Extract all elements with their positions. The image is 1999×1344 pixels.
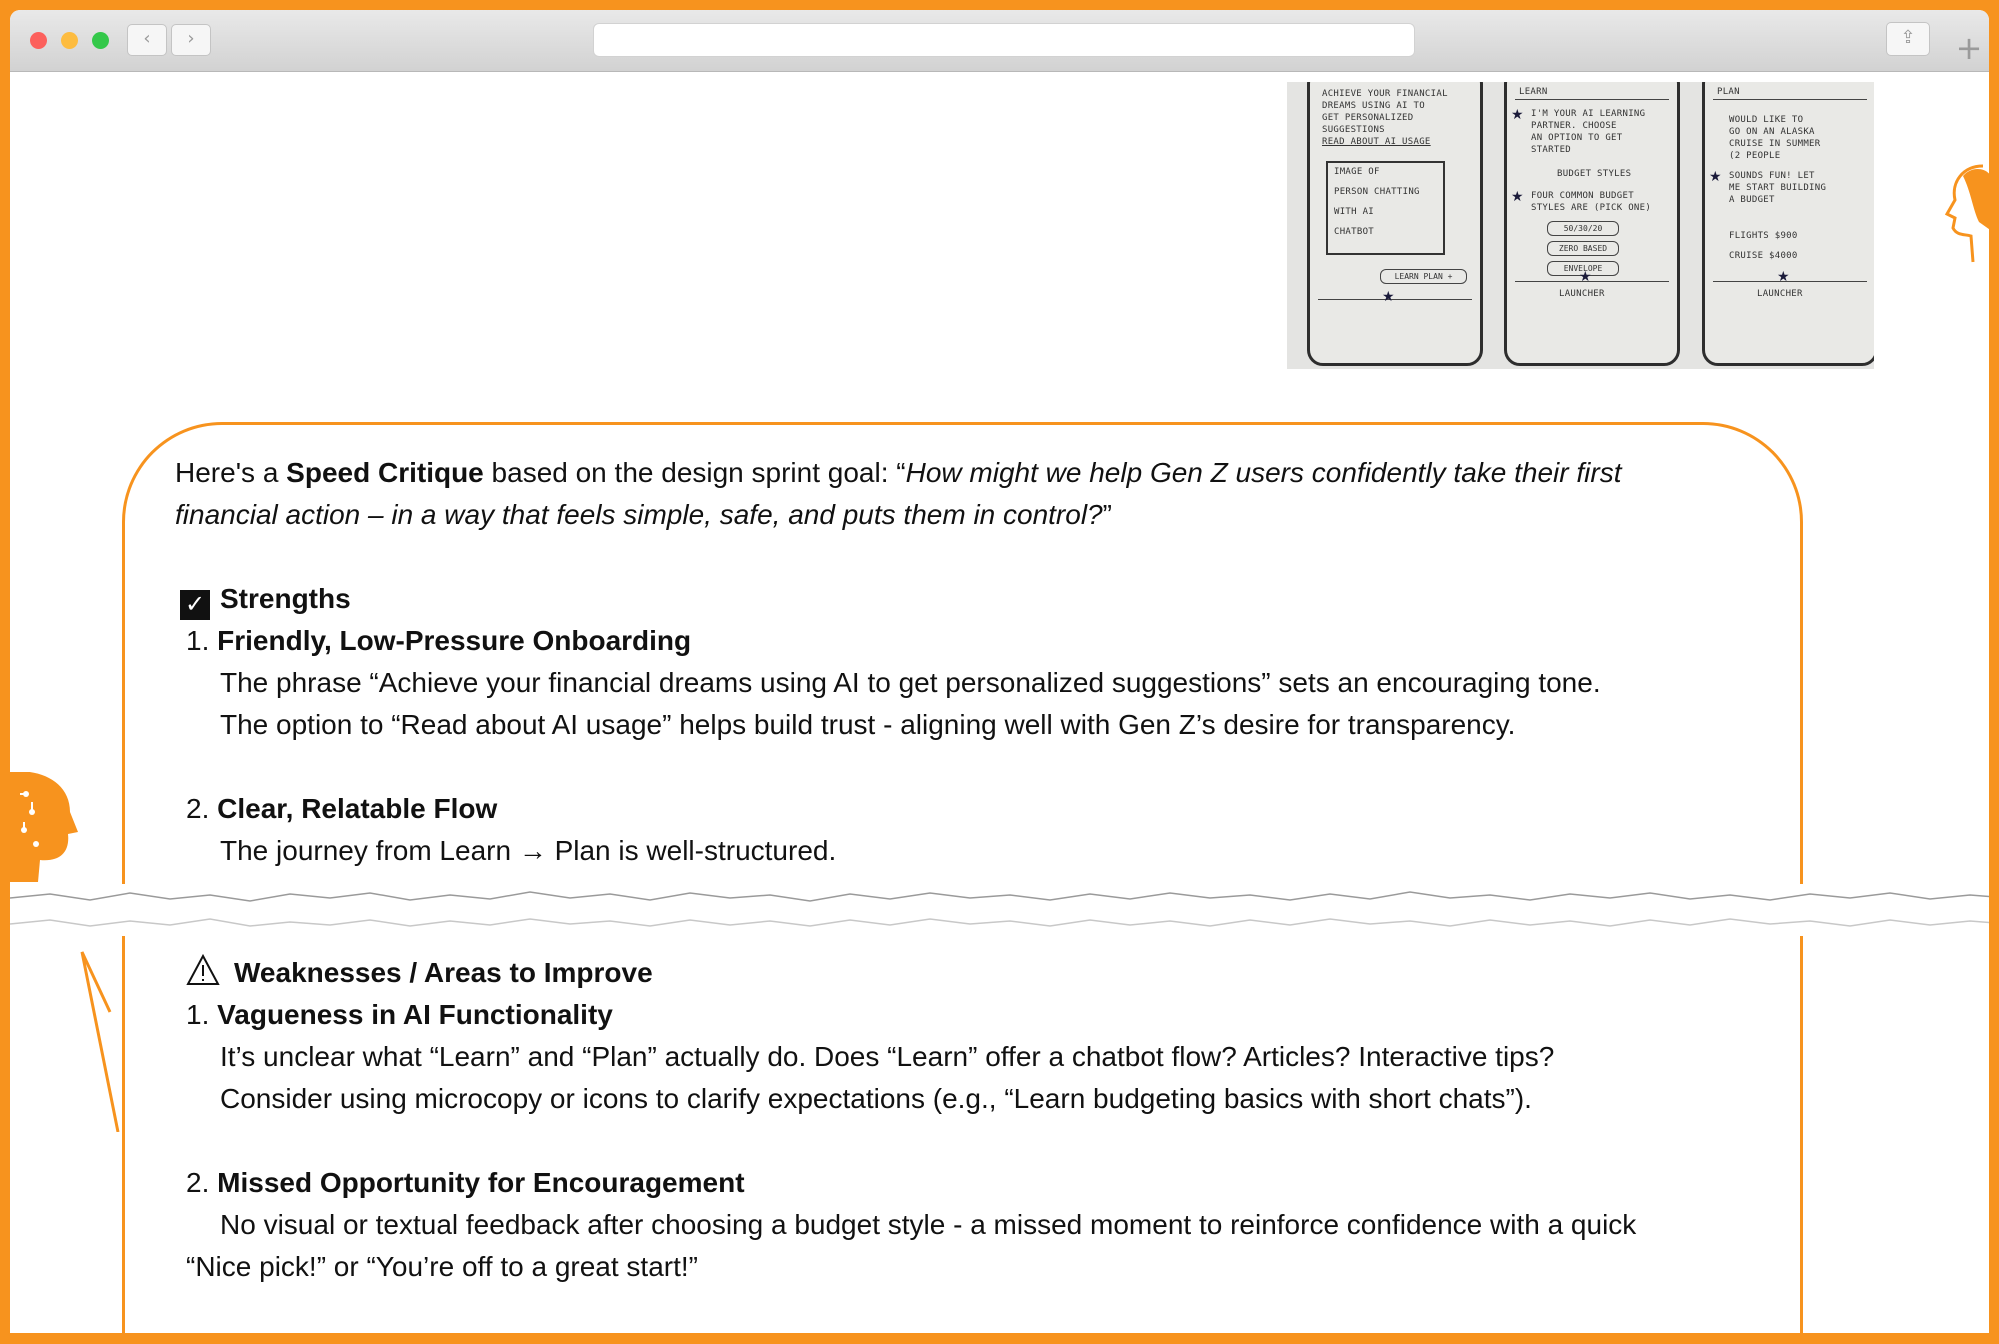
critique-intro-line-1 xyxy=(175,452,1621,494)
sketch-text: PLAN xyxy=(1717,87,1740,97)
sketch-text: WOULD LIKE TO xyxy=(1729,115,1804,125)
weaknesses-heading xyxy=(186,952,653,998)
strength-item-2-line-1: The journey from Learn → Plan is well-structured. xyxy=(220,835,837,866)
sketch-phone-home xyxy=(1307,82,1483,366)
back-button[interactable] xyxy=(127,24,167,56)
browser-titlebar xyxy=(10,10,1989,72)
weakness-item-1-line-2: Consider using microcopy or icons to clarify expectations (e.g., “Learn budgeting basics with short chats”). xyxy=(220,1083,1532,1114)
sketch-text: LAUNCHER xyxy=(1757,289,1803,299)
face-doodle-icon xyxy=(10,772,130,1132)
sketch-text: FLIGHTS $900 xyxy=(1729,231,1798,241)
star-icon: ★ xyxy=(1511,189,1524,205)
sketch-divider xyxy=(1318,299,1472,300)
strength-item-1-line-2: The option to “Read about AI usage” helps build trust - aligning well with Gen Z’s desire for transparency. xyxy=(220,709,1516,740)
intro-italic-1: How might we help Gen Z users confidently take their first xyxy=(905,457,1622,488)
chevron-left-icon: ‹ xyxy=(143,28,151,49)
sketch-text: ACHIEVE YOUR FINANCIAL xyxy=(1322,89,1448,99)
page-content xyxy=(10,72,1989,1333)
sketch-text: FOUR COMMON BUDGET xyxy=(1531,191,1634,201)
sketch-text: WITH AI xyxy=(1334,207,1375,217)
sketch-text: A BUDGET xyxy=(1729,195,1775,205)
weakness-item-1-line-1: It’s unclear what “Learn” and “Plan” actually do. Does “Learn” offer a chatbot flow? Articles? Interactive tips? xyxy=(220,1041,1555,1072)
sketch-text: CRUISE IN SUMMER xyxy=(1729,139,1821,149)
sketch-text: I'M YOUR AI LEARNING xyxy=(1531,109,1646,119)
sketch-phone-learn xyxy=(1504,82,1680,366)
warning-icon xyxy=(186,954,220,998)
strength-item-2-title xyxy=(186,788,497,830)
weakness-item-2-line-2: “Nice pick!” or “You’re off to a great start!” xyxy=(186,1251,698,1282)
item-title: Friendly, Low-Pressure Onboarding xyxy=(217,625,692,656)
sketch-text: PERSON CHATTING xyxy=(1334,187,1420,197)
sketch-phone-plan xyxy=(1702,82,1874,366)
sketch-text: GO ON AN ALASKA xyxy=(1729,127,1815,137)
paper-prototype-sketch xyxy=(1287,82,1874,369)
weakness-item-2-title xyxy=(186,1162,745,1204)
address-bar[interactable] xyxy=(593,23,1415,57)
sketch-text: LAUNCHER xyxy=(1559,289,1605,299)
sketch-text: (2 PEOPLE xyxy=(1729,151,1781,161)
strength-item-1-title xyxy=(186,620,691,662)
sketch-text: SUGGESTIONS xyxy=(1322,125,1385,135)
sketch-text: PARTNER. CHOOSE xyxy=(1531,121,1617,131)
sketch-learn-plan-button: LEARN PLAN + xyxy=(1380,269,1467,284)
weakness-item-1-title xyxy=(186,994,613,1036)
sketch-divider xyxy=(1515,99,1669,100)
critique-intro-line-2 xyxy=(175,494,1112,536)
sketch-divider xyxy=(1515,281,1669,282)
forward-button[interactable] xyxy=(171,24,211,56)
strengths-heading xyxy=(180,578,351,620)
share-button[interactable] xyxy=(1886,22,1930,56)
item-title: Clear, Relatable Flow xyxy=(217,793,498,824)
strength-item-1-line-1: The phrase “Achieve your financial dreams using AI to get personalized suggestions” sets an encouraging tone. xyxy=(220,667,1601,698)
chevron-right-icon: › xyxy=(187,28,195,49)
sketch-text: GET PERSONALIZED xyxy=(1322,113,1414,123)
sketch-divider xyxy=(1713,281,1867,282)
torn-edge-divider xyxy=(10,884,1989,936)
sketch-text: READ ABOUT AI USAGE xyxy=(1322,137,1431,147)
sketch-text: BUDGET STYLES xyxy=(1557,169,1632,179)
close-window-button[interactable] xyxy=(30,32,47,49)
sketch-option: ENVELOPE xyxy=(1547,261,1619,276)
sketch-text: STYLES ARE (PICK ONE) xyxy=(1531,203,1652,213)
sketch-text: LEARN xyxy=(1519,87,1548,97)
share-icon: ⇪ xyxy=(1900,27,1916,48)
item-number: 1. xyxy=(186,625,210,656)
plus-icon: + xyxy=(1955,29,1983,67)
intro-prefix: Here's a xyxy=(175,457,287,488)
intro-italic-2: financial action – in a way that feels simple, safe, and puts them in control? xyxy=(175,499,1103,530)
item-title: Missed Opportunity for Encouragement xyxy=(217,1167,745,1198)
new-tab-button[interactable] xyxy=(1952,29,1986,67)
item-number: 2. xyxy=(186,1167,210,1198)
sketch-text: STARTED xyxy=(1531,145,1572,155)
sketch-text: SOUNDS FUN! LET xyxy=(1729,171,1815,181)
sketch-text: CRUISE $4000 xyxy=(1729,251,1798,261)
star-icon: ★ xyxy=(1382,289,1395,305)
item-number: 1. xyxy=(186,999,210,1030)
strengths-heading-label: Strengths xyxy=(220,583,351,614)
intro-bold: Speed Critique xyxy=(286,457,484,488)
item-title: Vagueness in AI Functionality xyxy=(217,999,613,1030)
sketch-text: CHATBOT xyxy=(1334,227,1375,237)
face-doodle-icon xyxy=(1943,162,1989,272)
star-icon: ★ xyxy=(1511,107,1524,123)
sketch-text: IMAGE OF xyxy=(1334,167,1380,177)
checkmark-icon: ✓ xyxy=(180,590,210,620)
sketch-option: ZERO BASED xyxy=(1547,241,1619,256)
intro-mid: based on the design sprint goal: “ xyxy=(483,457,906,488)
star-icon: ★ xyxy=(1777,269,1790,285)
sketch-option: 50/30/20 xyxy=(1547,221,1619,236)
sketch-divider xyxy=(1713,99,1867,100)
weakness-item-2-line-1: No visual or textual feedback after choosing a budget style - a missed moment to reinforce confidence with a quick xyxy=(220,1209,1637,1240)
star-icon: ★ xyxy=(1709,169,1722,185)
star-icon: ★ xyxy=(1579,269,1592,285)
item-number: 2. xyxy=(186,793,210,824)
minimize-window-button[interactable] xyxy=(61,32,78,49)
sketch-text: AN OPTION TO GET xyxy=(1531,133,1623,143)
intro-suffix: ” xyxy=(1102,499,1112,530)
sketch-text: DREAMS USING AI TO xyxy=(1322,101,1425,111)
weaknesses-heading-label: Weaknesses / Areas to Improve xyxy=(234,957,653,988)
zoom-window-button[interactable] xyxy=(92,32,109,49)
sketch-text: ME START BUILDING xyxy=(1729,183,1827,193)
browser-window xyxy=(10,10,1989,1333)
